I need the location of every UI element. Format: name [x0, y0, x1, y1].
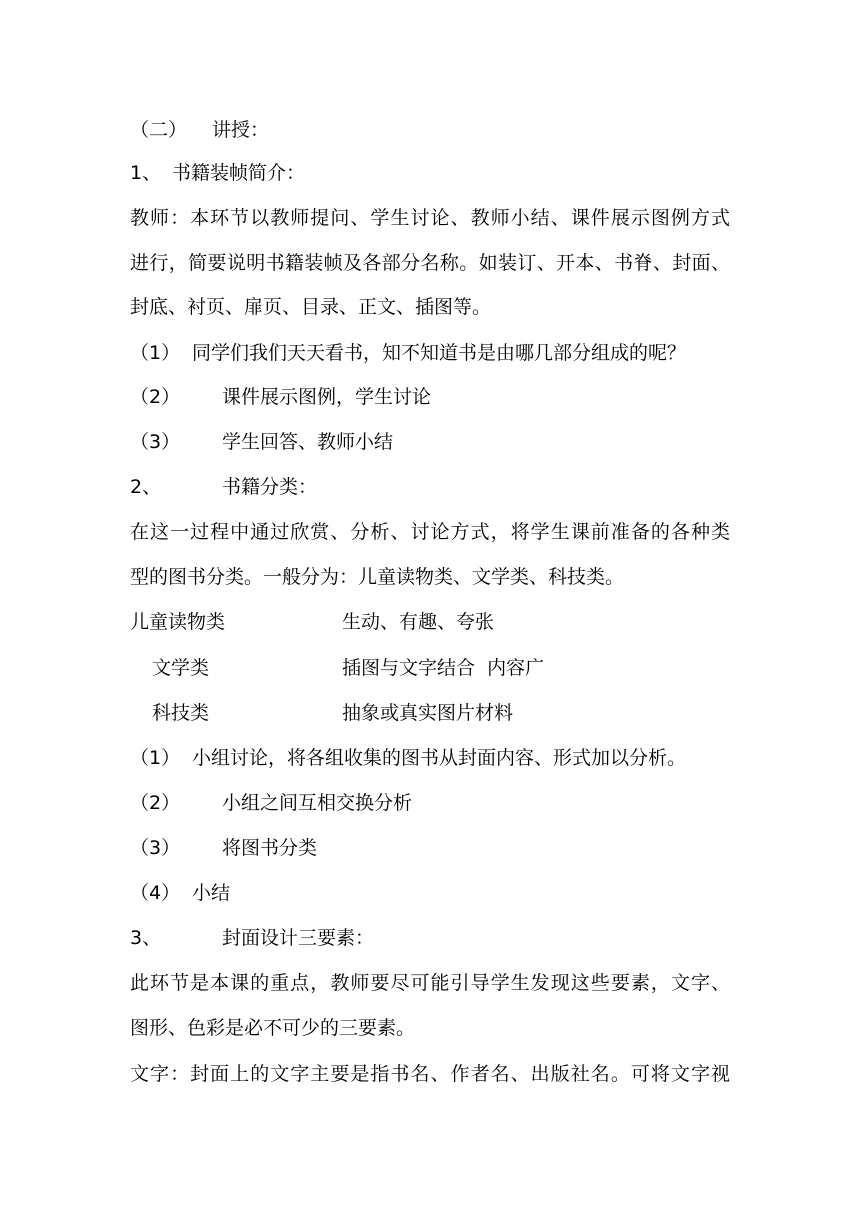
list-item-text: 将图书分类: [222, 837, 318, 859]
part2-number: 2、: [130, 476, 162, 498]
list-item: [130, 836, 317, 860]
part3-paragraph-line-3: 文字：封面上的文字主要是指书名、作者名、出版社名。可将文字视: [130, 1063, 730, 1085]
list-item-number: （1）: [130, 342, 181, 364]
part2-heading: [130, 475, 317, 499]
part1-number: 1、: [130, 162, 162, 184]
list-item: [130, 385, 431, 409]
part2-title: 书籍分类：: [222, 476, 318, 498]
category-description: 生动、有趣、夸张: [342, 611, 495, 633]
section-heading: [130, 118, 269, 142]
list-item-text: 课件展示图例，学生讨论: [222, 386, 432, 408]
list-item-text: 同学们我们天天看书，知不知道书是由哪几部分组成的呢？: [192, 342, 687, 364]
part1-paragraph-line-2: 进行，简要说明书籍装帧及各部分名称。如装订、开本、书脊、封面、: [130, 252, 730, 274]
category-description: 插图与文字结合 内容广: [342, 657, 545, 679]
list-item: [130, 881, 230, 905]
category-name: 儿童读物类: [130, 611, 226, 633]
section-marker: （二）: [130, 119, 188, 141]
list-item: [130, 746, 686, 770]
category-name: 文学类: [152, 657, 210, 679]
part2-paragraph-line-1: 在这一过程中通过欣赏、分析、讨论方式，将学生课前准备的各种类: [130, 521, 730, 543]
part2-paragraph-line-2: 型的图书分类。一般分为：儿童读物类、文学类、科技类。: [130, 566, 625, 588]
list-item-text: 小组讨论，将各组收集的图书从封面内容、形式加以分析。: [192, 747, 687, 769]
section-title: 讲授：: [212, 119, 270, 141]
part3-title: 封面设计三要素：: [222, 927, 375, 949]
list-item-number: （3）: [130, 837, 181, 859]
list-item-number: （2）: [130, 386, 181, 408]
list-item-number: （1）: [130, 747, 181, 769]
list-item-number: （2）: [130, 792, 181, 814]
part1-paragraph-line-1: 教师：本环节以教师提问、学生讨论、教师小结、课件展示图例方式: [130, 207, 730, 229]
category-row: [130, 610, 494, 634]
part3-paragraph-line-1: 此环节是本课的重点，教师要尽可能引导学生发现这些要素，文字、: [130, 972, 730, 994]
category-row: [130, 656, 544, 680]
list-item: [130, 430, 393, 454]
part3-paragraph-line-2: 图形、色彩是必不可少的三要素。: [130, 1017, 416, 1039]
part1-heading: [130, 161, 305, 185]
list-item-text: 小组之间互相交换分析: [222, 792, 413, 814]
category-row: [130, 701, 513, 725]
list-item: [130, 341, 686, 365]
list-item-text: 学生回答、教师小结: [222, 431, 394, 453]
list-item-number: （3）: [130, 431, 181, 453]
category-name: 科技类: [152, 702, 210, 724]
list-item-number: （4）: [130, 882, 181, 904]
part1-title: 书籍装帧简介：: [172, 162, 306, 184]
list-item-text: 小结: [192, 882, 231, 904]
part3-number: 3、: [130, 927, 162, 949]
category-description: 抽象或真实图片材料: [342, 702, 514, 724]
list-item: [130, 791, 412, 815]
part1-paragraph-line-3: 封底、衬页、扉页、目录、正文、插图等。: [130, 296, 492, 318]
part3-heading: [130, 926, 374, 950]
